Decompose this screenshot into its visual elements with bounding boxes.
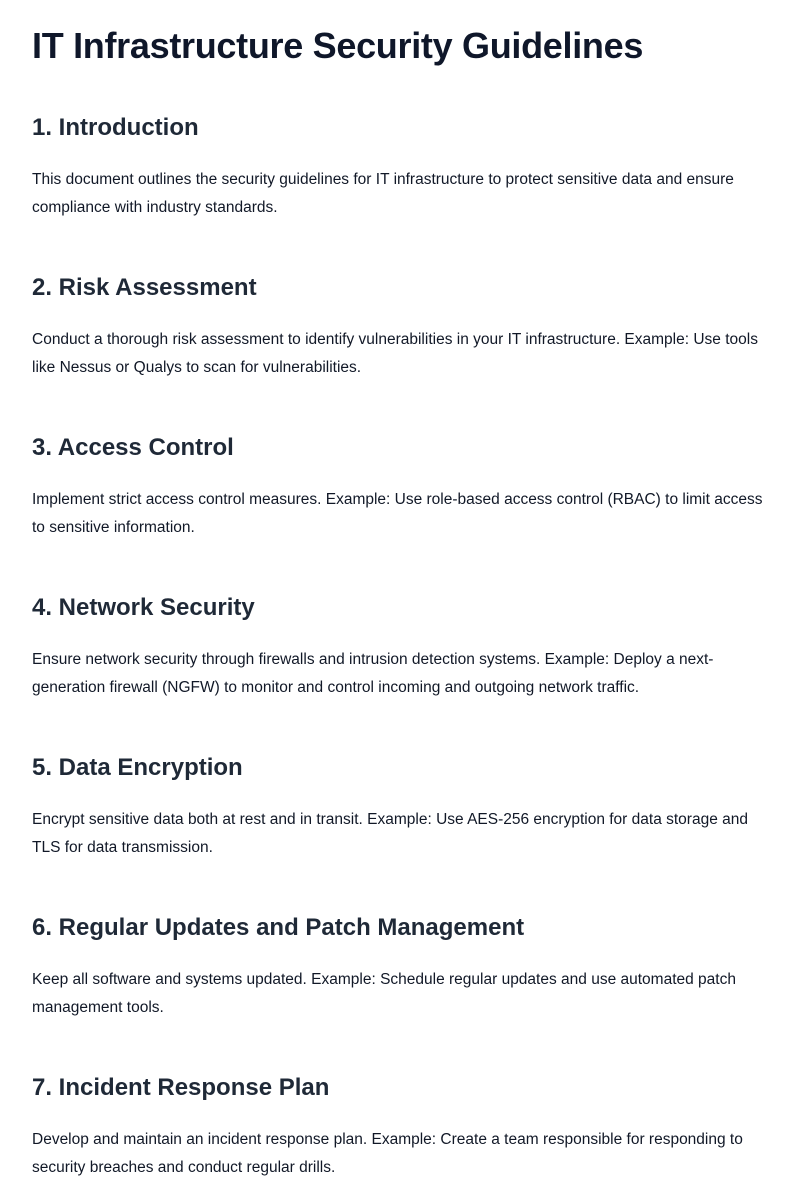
section-heading: 4. Network Security [32, 594, 255, 621]
document-title: IT Infrastructure Security Guidelines [32, 25, 644, 66]
section-data-encryption [32, 752, 768, 862]
section-heading: 5. Data Encryption [32, 754, 243, 781]
section-heading: 7. Incident Response Plan [32, 1074, 330, 1101]
section-risk-assessment [32, 272, 768, 382]
section-heading: 2. Risk Assessment [32, 274, 257, 301]
section-heading: 1. Introduction [32, 114, 199, 141]
section-heading: 6. Regular Updates and Patch Management [32, 914, 525, 941]
section-body: Encrypt sensitive data both at rest and in transit. Example: Use AES-256 encryption for data storage and TLS for data transmission. [32, 811, 748, 856]
section-introduction [32, 112, 768, 222]
section-heading: 3. Access Control [32, 434, 234, 461]
section-body: This document outlines the security guidelines for IT infrastructure to protect sensitive data and ensure compliance with industry standards. [32, 171, 734, 216]
section-updates-patch-management [32, 912, 768, 1022]
section-body: Ensure network security through firewalls and intrusion detection systems. Example: Deploy a next-generation firewall (NGFW) to monitor and control incoming and outgoing network traffic. [32, 651, 714, 696]
section-access-control [32, 432, 768, 542]
section-body: Conduct a thorough risk assessment to identify vulnerabilities in your IT infrastructure. Example: Use tools like Nessus or Qualys to scan for vulnerabilities. [32, 331, 758, 376]
section-body: Keep all software and systems updated. Example: Schedule regular updates and use automated patch management tools. [32, 971, 736, 1016]
section-incident-response-plan [32, 1072, 768, 1182]
section-network-security [32, 592, 768, 702]
section-body: Implement strict access control measures. Example: Use role-based access control (RBAC) to limit access to sensitive information. [32, 491, 763, 536]
section-body: Develop and maintain an incident response plan. Example: Create a team responsible for responding to security breaches and conduct regular drills. [32, 1131, 743, 1176]
